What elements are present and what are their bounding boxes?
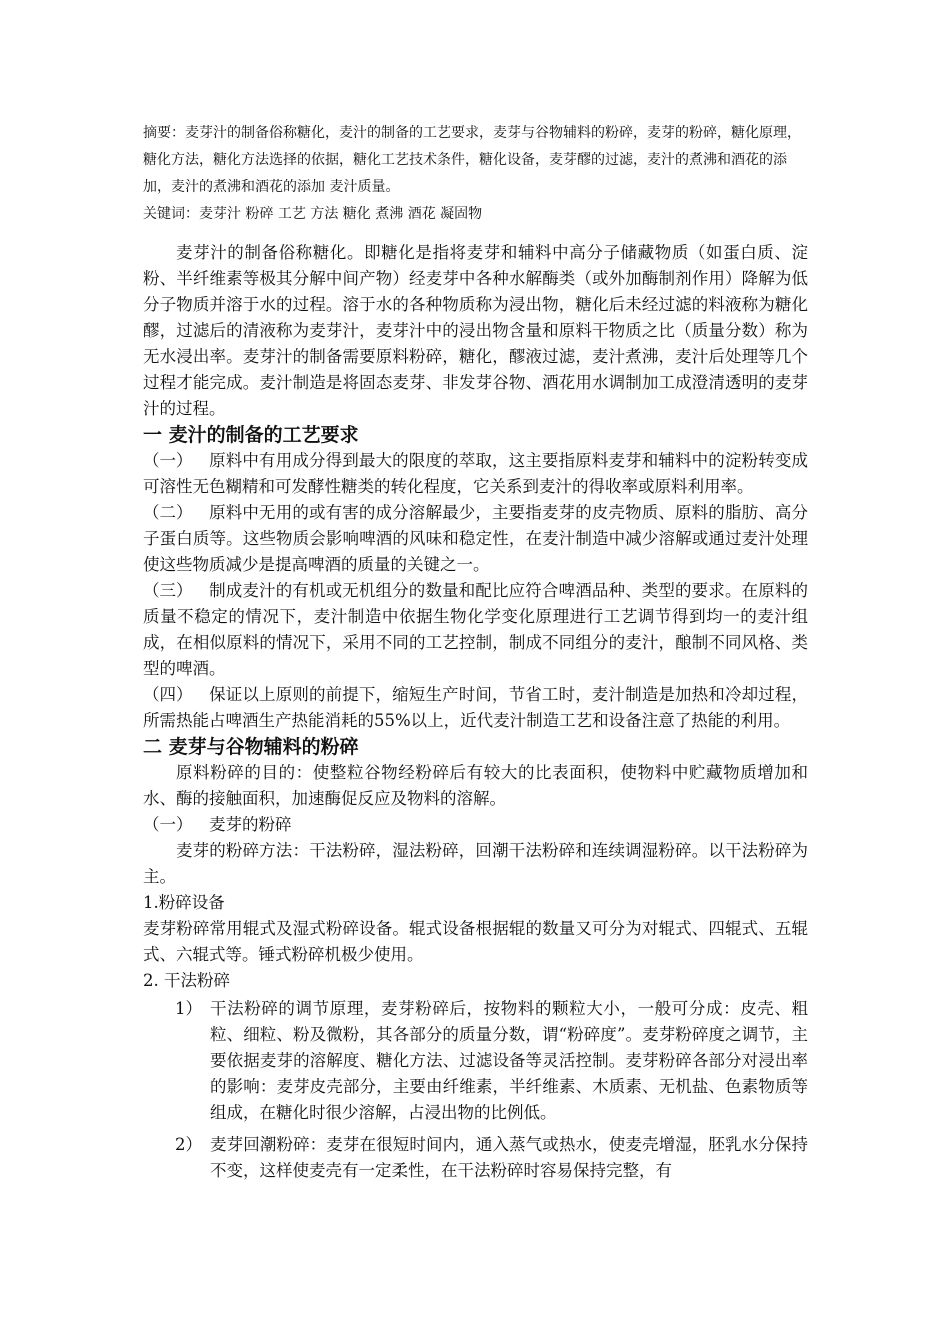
item-number: （二） [143,503,193,522]
document-body [143,240,808,1184]
keywords-line: 关键词：麦芽汁 粉碎 工艺 方法 糖化 煮沸 酒花 凝固物 [143,206,483,222]
item-text: 制成麦汁的有机或无机组分的数量和配比应符合啤酒品种、类型的要求。在原料的质量不稳定的情况下，麦汁制造中依据生物化学变化原理进行工艺调节得到均一的麦汁组成，在相似原料的情况下，采用不同的工艺控制，制成不同组分的麦汁，酿制不同风格、类型的啤酒。 [143,581,808,678]
list-marker: 1） [175,999,202,1018]
subsection-number: （一） [143,815,193,834]
requirement-item-3 [143,578,808,682]
list-text: 干法粉碎的调节原理，麦芽粉碎后，按物料的颗粒大小，一般可分成：皮壳、粗粒、细粒、粉及微粉，其各部分的质量分数，谓“粉碎度”。麦芽粉碎度之调节，主要依据麦芽的溶解度、糖化方法、过滤设备等灵活控制。麦芽粉碎各部分对浸出率的影响：麦芽皮壳部分，主要由纤维素，半纤维素、木质素、无机盐、色素物质等组成，在糖化时很少溶解，占浸出物的比例低。 [210,999,808,1122]
subsection-malt-crushing [143,812,808,838]
equipment-paragraph: 麦芽粉碎常用辊式及湿式粉碎设备。辊式设备根据辊的数量又可分为对辊式、四辊式、五辊式、六辊式等。锤式粉碎机极少使用。 [143,919,808,964]
item-number: （三） [143,581,193,600]
requirement-item-1 [143,448,808,500]
abstract-text: 摘要：麦芽汁的制备俗称糖化，麦汁的制备的工艺要求，麦芽与谷物辅料的粉碎，麦芽的粉碎，糖化原理，糖化方法，糖化方法选择的依据，糖化工艺技术条件，糖化设备，麦芽醪的过滤，麦汁的煮沸和酒花的添加，麦汁的煮沸和酒花的添加 麦汁质量。 [143,125,801,195]
section-2-heading: 二 麦芽与谷物辅料的粉碎 [143,736,359,758]
crushing-methods-paragraph: 麦芽的粉碎方法：干法粉碎，湿法粉碎，回潮干法粉碎和连续调湿粉碎。以干法粉碎为主。 [143,841,808,886]
subsection-title: 麦芽的粉碎 [209,815,292,834]
abstract-block [143,120,808,228]
list-item [175,996,808,1126]
item-number: （一） [143,451,193,470]
requirement-item-4 [143,682,808,734]
crushing-purpose-paragraph: 原料粉碎的目的：使整粒谷物经粉碎后有较大的比表面积，使物料中贮藏物质增加和水、酶的接触面积，加速酶促反应及物料的溶解。 [143,763,808,808]
dry-crushing-title: 2. 干法粉碎 [143,971,230,990]
list-text: 麦芽回潮粉碎：麦芽在很短时间内，通入蒸气或热水，使麦壳增湿，胚乳水分保持不变，这样使麦壳有一定柔性，在干法粉碎时容易保持完整，有 [210,1135,808,1180]
requirement-item-2 [143,500,808,578]
section-1-heading: 一 麦汁的制备的工艺要求 [143,424,359,446]
item-text: 保证以上原则的前提下，缩短生产时间，节省工时，麦汁制造是加热和冷却过程，所需热能占啤酒生产热能消耗的55%以上，近代麦汁制造工艺和设备注意了热能的利用。 [143,685,808,730]
list-item [175,1132,808,1184]
equipment-title: 1.粉碎设备 [143,893,225,912]
item-text: 原料中有用成分得到最大的限度的萃取，这主要指原料麦芽和辅料中的淀粉转变成可溶性无色糊精和可发酵性糖类的转化程度，它关系到麦汁的得收率或原料利用率。 [143,451,808,496]
intro-paragraph: 麦芽汁的制备俗称糖化。即糖化是指将麦芽和辅料中高分子储藏物质（如蛋白质、淀粉、半纤维素等极其分解中间产物）经麦芽中各种水解酶类（或外加酶制剂作用）降解为低分子物质并溶于水的过程。溶于水的各种物质称为浸出物，糖化后未经过滤的料液称为糖化醪，过滤后的清液称为麦芽汁，麦芽汁中的浸出物含量和原料干物质之比（质量分数）称为无水浸出率。麦芽汁的制备需要原料粉碎，糖化，醪液过滤，麦汁煮沸，麦汁后处理等几个过程才能完成。麦汁制造是将固态麦芽、非发芽谷物、酒花用水调制加工成澄清透明的麦芽汁的过程。 [143,243,808,418]
item-text: 原料中无用的或有害的成分溶解最少，主要指麦芽的皮壳物质、原料的脂肪、高分子蛋白质等。这些物质会影响啤酒的风味和稳定性，在麦汁制造中减少溶解或通过麦汁处理使这些物质减少是提高啤酒的质量的关键之一。 [143,503,808,574]
list-marker: 2） [175,1135,202,1154]
item-number: （四） [143,685,193,704]
